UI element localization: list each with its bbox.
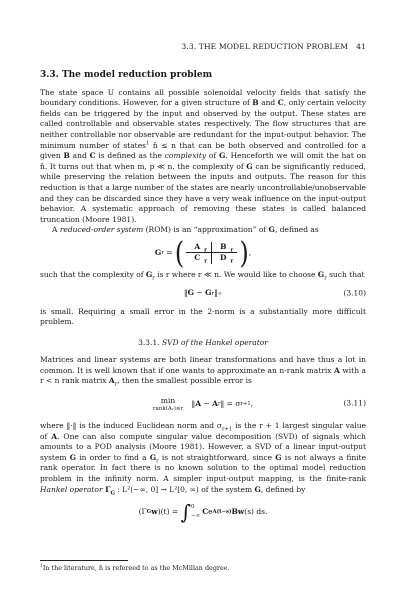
footnote-mark: 1: [145, 140, 150, 147]
paragraph-small-error: is small. Requiring a small error in the 2-norm is a substantially more difficult problem.: [40, 306, 366, 327]
running-head: [181, 42, 366, 51]
section-number: 3.3.: [40, 70, 59, 80]
equation-hankel: (Γ G w )(t) = ∫ 0 −∞ C e A(t−s) B w (s) ds.: [138, 500, 268, 525]
equation-number-3-11: (3.11): [343, 398, 366, 408]
subsection-heading: [40, 338, 366, 349]
main-content: [40, 64, 366, 529]
paragraph-complexity: such that the complexity of $G_r$ is r where r ≪ n. We would like to choose $G_r$ such that: [40, 269, 365, 282]
footnote-number: 1: [40, 563, 43, 569]
paragraph-state-space: The state space U contains all possible solenoidal velocity fields that satisfy the boundary conditions. However, for a given structure of B and C, only certain velocity fields can be triggered by the input and observed by the output. These states are called controllable and observable states respectively. The flow structures that are neither controllable nor observable are redundant for the input-output behavior. The minimum number of states$^1$ n̂ ≤ n that can be both observed and controlled for a given B and C is defined as the complexity of G. Henceforth we will omit the hat on n̂. It turns out that when m, p ≪ n, the complexity of G can be significantly reduced, while preserving the relation between the inputs and outputs. The reason for this reduction is that a large number of the states are nearly uncontrollable/unobservable and they can be discarded since they have a very weak influence on the input-output behavior. A systematic approach of removing these states is called balanced truncation (Moore 1981).: [40, 87, 367, 224]
page-number: 41: [356, 42, 366, 51]
min-operator: min rank(Aᵣ)≤r: [152, 395, 184, 413]
integral: ∫ 0 −∞: [180, 500, 201, 525]
footnote-text: In the literature, n̂ is refereed to as the McMillan degree.: [42, 564, 230, 572]
paragraph-hankel-intro: where ‖·‖ is the induced Euclidean norm and $\sigma_{r+1}$ is the r + 1 largest singular value of A. One can also compute singular value decomposition (SVD) of signals which amounts to a POD analysis (Moore 1981). However, a SVD of a linear input-output system G in order to find a $G_r$ is not straightforward, since G is not always a finite rank operator. In fact there is no known solution to the optimal model reduction problem in the infinity norm. A simpler input-output mapping, is the finite-rank Hankel operator $\Gamma_G$ : L²(−∞, 0] → L²[0, ∞) of the system G, defined by: [40, 421, 367, 497]
paragraph-rom-def: A reduced-order system (ROM) is an “approximation” of G, defined as: [52, 225, 319, 235]
footnote-rule: [40, 560, 128, 561]
equation-3-11: min rank(Aᵣ)≤r ‖ A − A r ‖ = σ r+1 , (3.11): [152, 395, 366, 413]
footnote: [40, 564, 366, 572]
equation-3-10: ‖ G − G r ‖ ∞ (3.10): [183, 288, 366, 298]
equation-number-3-10: (3.10): [343, 288, 366, 298]
equation-rom: G r = ( A $_r$ B $_r$ C $_r$ D $_r$ ) ,: [154, 235, 252, 271]
rom-matrix: ( A $_r$ B $_r$ C $_r$ D $_r$ ): [174, 235, 249, 271]
paragraph-matrices: Matrices and linear systems are both linear transformations and have thus a lot in common. It is well known that if one wants to approximate an n-rank matrix A with a r < n rank matrix $A_r$, then the smallest possible error is: [40, 355, 367, 388]
running-head-section: 3.3. THE MODEL REDUCTION PROBLEM: [181, 42, 349, 51]
section-heading: [40, 70, 366, 81]
subsection-number: 3.3.1.: [138, 337, 160, 347]
section-title: The model reduction problem: [61, 70, 213, 80]
subsection-title: SVD of the Hankel operator: [162, 337, 268, 347]
